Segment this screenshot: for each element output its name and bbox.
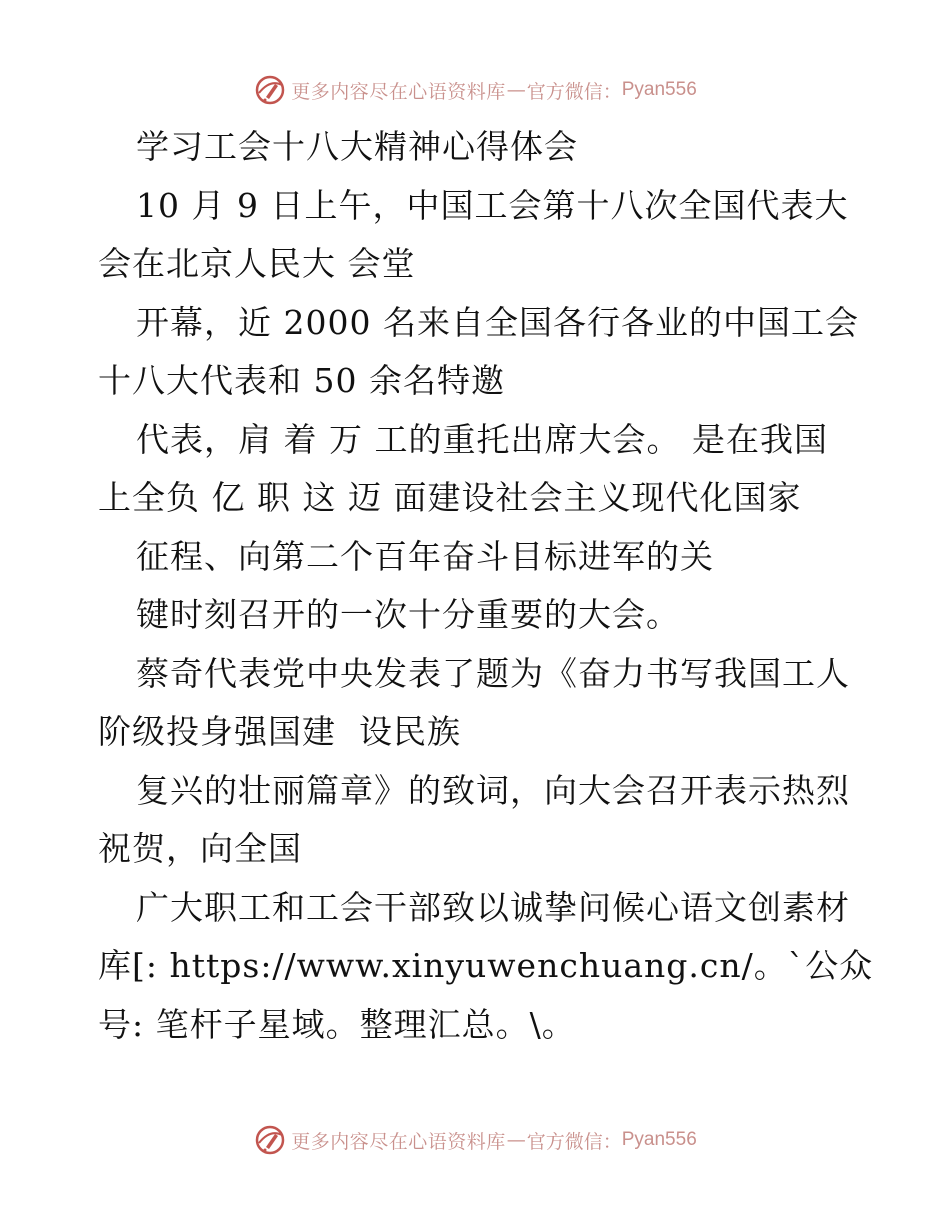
text-line: 开幕，近 2000 名来自全国各行各业的中国工会 <box>136 302 859 342</box>
text-line: 复兴的壮丽篇章》的致词，向大会召开表示热烈 <box>136 770 850 810</box>
text-line: 十八大代表和 50 余名特邀 <box>98 361 505 400</box>
watermark-dash: — <box>506 1129 526 1151</box>
pen-circle-logo-icon <box>253 1123 287 1157</box>
text-line: 祝贺，向全国 <box>98 829 302 868</box>
document-body <box>98 118 874 1054</box>
text-line: 10 月 9 日上午，中国工会第十八次全国代表大 <box>136 185 849 225</box>
text-line: 号: 笔杆子星域。整理汇总。\。 <box>98 1004 576 1044</box>
text-line: 征程、向第二个百年奋斗目标进军的关 <box>136 536 714 576</box>
watermark-official-label: 官方微信： <box>526 1130 622 1153</box>
watermark-main-text: 更多内容尽在心语资料库 <box>291 80 506 103</box>
watermark-wechat-id: Pyan556 <box>621 1129 697 1150</box>
text-line: 会在北京人民大 会堂 <box>98 244 416 283</box>
watermark-dash: — <box>506 79 526 101</box>
text-line: 阶级投身强国建 设民族 <box>98 712 461 751</box>
text-line: 代表，肩 着 万 工的重托出席大会。 是在我国 <box>136 419 828 459</box>
watermark-wechat-id: Pyan556 <box>621 79 697 100</box>
header-watermark <box>0 70 950 110</box>
text-line: 广大职工和工会干部致以诚挚问候心语文创素材 <box>136 887 850 927</box>
text-line: 键时刻召开的一次十分重要的大会。 <box>136 595 680 634</box>
footer-watermark <box>0 1120 950 1160</box>
pen-circle-logo-icon <box>253 73 287 107</box>
text-line: 上全负 亿 职 这 迈 面建设社会主义现代化国家 <box>98 478 802 517</box>
text-line: 蔡奇代表党中央发表了题为《奋力书写我国工人 <box>136 653 850 693</box>
text-line: 库[: https://www.xinyuwenchuang.cn/。`公众 <box>98 946 874 985</box>
watermark-main-text: 更多内容尽在心语资料库 <box>291 1130 506 1153</box>
document-title: 学习工会十八大精神心得体会 <box>136 127 578 166</box>
watermark-official-label: 官方微信： <box>526 80 622 103</box>
